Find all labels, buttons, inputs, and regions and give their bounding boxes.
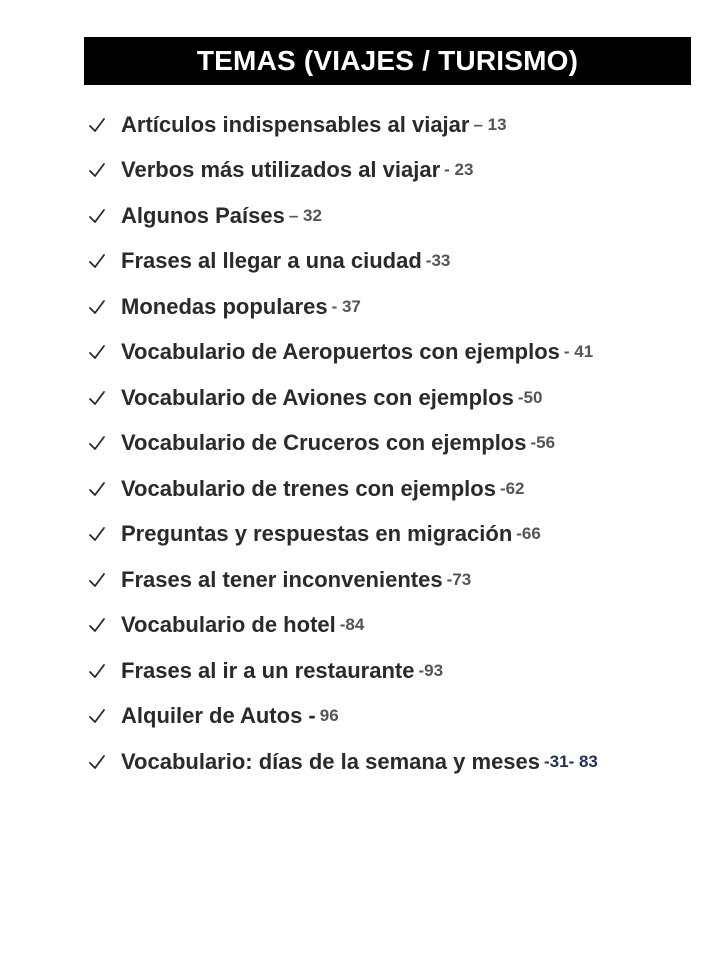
page-number: -31- 83: [544, 751, 598, 771]
topic-label: Vocabulario de trenes con ejemplos: [121, 475, 496, 501]
list-item: [88, 466, 598, 512]
page-number: -66: [516, 524, 541, 544]
page-number: -33: [425, 251, 451, 271]
check-icon: [88, 252, 106, 270]
list-item: [88, 239, 598, 285]
page-number: - 41: [563, 342, 594, 362]
page-number: – 13: [473, 114, 507, 134]
check-icon: [88, 161, 106, 179]
list-item: [88, 557, 598, 603]
topic-label: Vocabulario de Aviones con ejemplos: [121, 384, 514, 410]
list-item: [88, 284, 598, 330]
list-item: [88, 193, 598, 239]
check-icon: [88, 707, 106, 725]
check-icon: [88, 207, 106, 225]
topic-label: Preguntas y respuestas en migración: [121, 521, 513, 547]
list-item: [88, 694, 598, 740]
check-icon: [88, 525, 106, 543]
check-icon: [88, 480, 106, 498]
topic-label: Monedas populares: [121, 293, 328, 319]
list-item: [88, 739, 598, 785]
topic-list: [88, 102, 598, 785]
check-icon: [88, 662, 106, 680]
topic-label: Alquiler de Autos -: [121, 703, 316, 729]
list-item: [88, 421, 598, 467]
page-number: -56: [530, 433, 556, 453]
page-number: -62: [499, 478, 525, 498]
topic-label: Vocabulario de hotel: [121, 612, 336, 638]
page-number: 96: [319, 706, 339, 726]
page-number: -73: [446, 569, 472, 589]
list-item: [88, 648, 598, 694]
topic-label: Frases al tener inconvenientes: [121, 566, 443, 592]
check-icon: [88, 571, 106, 589]
page-number: -50: [517, 387, 543, 407]
page-number: - 37: [331, 296, 361, 316]
list-item: [88, 102, 598, 148]
topic-label: Frases al llegar a una ciudad: [121, 248, 422, 274]
check-icon: [88, 753, 106, 771]
topic-label: Verbos más utilizados al viajar: [121, 157, 441, 183]
list-item: [88, 512, 598, 558]
check-icon: [88, 298, 106, 316]
list-item: [88, 330, 598, 376]
page-number: – 32: [288, 205, 322, 225]
page-number: -93: [418, 660, 444, 680]
page-title-text: TEMAS (VIAJES / TURISMO): [196, 45, 579, 76]
page-number: -84: [339, 615, 365, 635]
topic-label: Vocabulario: días de la semana y meses: [121, 748, 541, 774]
list-item: [88, 375, 598, 421]
list-item: [88, 148, 598, 194]
list-item: [88, 603, 598, 649]
page-number: - 23: [444, 160, 474, 180]
topic-label: Vocabulario de Aeropuertos con ejemplos: [121, 339, 560, 365]
topic-label: Algunos Países: [121, 202, 285, 228]
check-icon: [88, 434, 106, 452]
topic-label: Frases al ir a un restaurante: [121, 657, 415, 683]
page-title: [84, 37, 691, 85]
topic-label: Artículos indispensables al viajar: [121, 111, 470, 137]
check-icon: [88, 343, 106, 361]
check-icon: [88, 116, 106, 134]
check-icon: [88, 389, 106, 407]
check-icon: [88, 616, 106, 634]
topic-label: Vocabulario de Cruceros con ejemplos: [121, 430, 527, 456]
